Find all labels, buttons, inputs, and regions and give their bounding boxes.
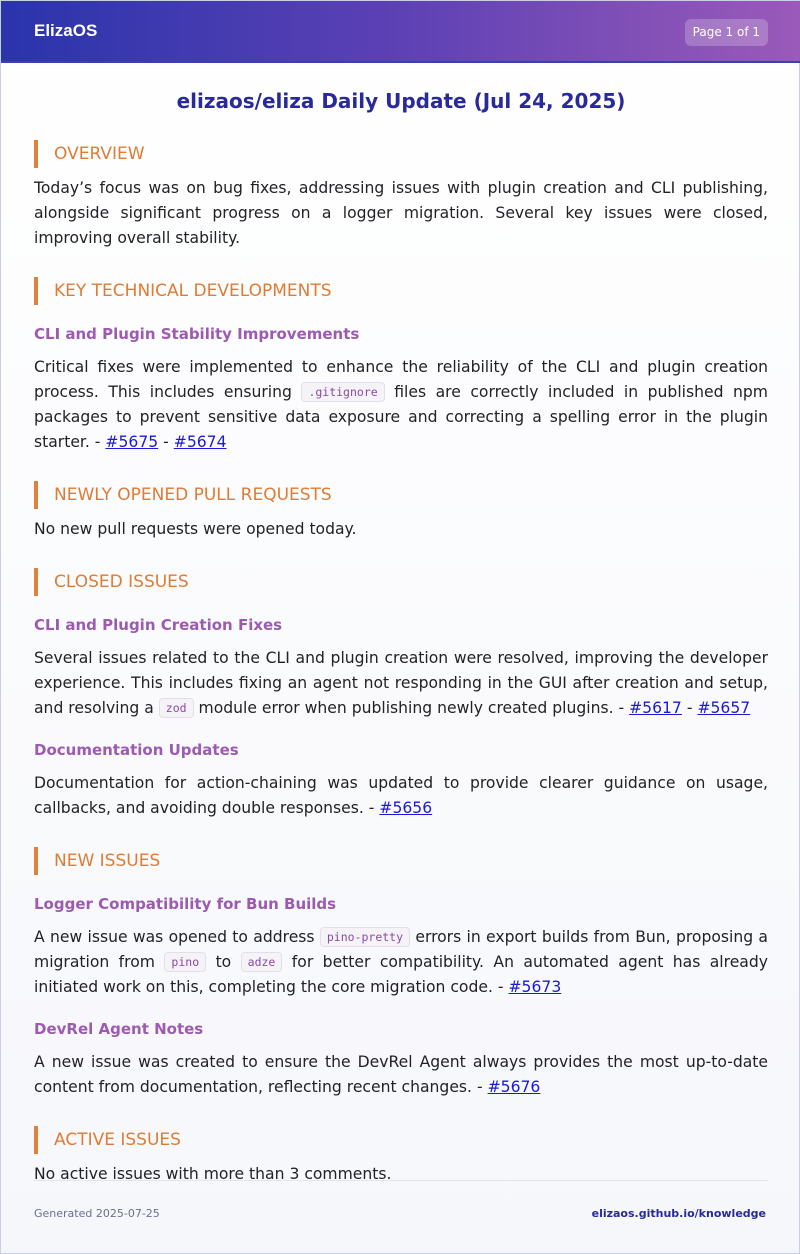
logger-text-2: errors in export builds from Bun, proposing a migration from — [34, 928, 768, 971]
section-heading-key-developments: KEY TECHNICAL DEVELOPMENTS — [34, 277, 768, 305]
subheading-devrel-agent-notes: DevRel Agent Notes — [34, 1020, 204, 1038]
section-heading-overview: OVERVIEW — [34, 140, 768, 168]
header-bar — [1, 1, 800, 63]
logger-text-4: for better compatibility. An automated agent has already initiated work on this, completing the core migration code. - — [34, 953, 768, 996]
docs-updates-paragraph — [34, 771, 768, 821]
devrel-paragraph — [34, 1050, 768, 1100]
code-pino: pino — [164, 952, 206, 972]
closed-fixes-text-1: Several issues related to the CLI and plugin creation were resolved, improving the developer experience. This includes fixing an agent not responding in the GUI after creation and setup, and resolving a — [34, 649, 768, 717]
issue-link-5617[interactable]: #5617 — [629, 699, 682, 717]
issue-link-5673[interactable]: #5673 — [508, 978, 562, 996]
subheading-cli-plugin-stability: CLI and Plugin Stability Improvements — [34, 325, 360, 343]
key-dev-paragraph — [34, 355, 768, 455]
subheading-logger-compatibility: Logger Compatibility for Bun Builds — [34, 895, 337, 913]
closed-fixes-text-2: module error when publishing newly created plugins. - — [198, 699, 625, 717]
footer-site-link[interactable]: elizaos.github.io/knowledge — [591, 1207, 766, 1220]
logger-text-1: A new issue was opened to address — [34, 928, 315, 946]
issue-link-5657[interactable]: #5657 — [697, 699, 751, 717]
issue-link-5675[interactable]: #5675 — [105, 433, 159, 451]
active-issues-paragraph: No active issues with more than 3 comments. — [34, 1165, 392, 1183]
logger-paragraph — [34, 925, 768, 1000]
devrel-text: A new issue was created to ensure the DevRel Agent always provides the most up-to-date content from documentation, reflecting recent changes. - — [34, 1053, 768, 1096]
brand-logo-text: ElizaOS — [34, 21, 98, 40]
section-heading-closed-issues: CLOSED ISSUES — [34, 568, 768, 596]
overview-paragraph: Today’s focus was on bug fixes, addressing issues with plugin creation and CLI publishing, alongside significant progress on a logger migration. Several key issues were closed, improving overall stability. — [34, 179, 768, 247]
link-separator: - — [163, 433, 169, 451]
new-prs-paragraph: No new pull requests were opened today. — [34, 520, 357, 538]
logger-text-3: to — [215, 953, 232, 971]
issue-link-5674[interactable]: #5674 — [173, 433, 227, 451]
subheading-documentation-updates: Documentation Updates — [34, 741, 239, 759]
footer-generated-date: Generated 2025-07-25 — [34, 1207, 160, 1220]
docs-updates-text: Documentation for action-chaining was updated to provide clearer guidance on usage, callbacks, and avoiding double responses. - — [34, 774, 768, 817]
code-gitignore: .gitignore — [301, 382, 384, 402]
code-zod: zod — [159, 698, 194, 718]
report-content — [34, 140, 768, 1187]
page-title: elizaos/eliza Daily Update (Jul 24, 2025) — [176, 89, 626, 113]
page-indicator-badge: Page 1 of 1 — [685, 19, 768, 46]
section-heading-new-issues: NEW ISSUES — [34, 847, 768, 875]
code-pino-pretty: pino-pretty — [320, 927, 410, 947]
key-dev-text-2: files are correctly included in published npm packages to prevent sensitive data exposure and correcting a spelling error in the plugin starter. - — [34, 383, 768, 451]
issue-link-5656[interactable]: #5656 — [379, 799, 433, 817]
closed-fixes-paragraph — [34, 646, 768, 721]
issue-link-5676[interactable]: #5676 — [487, 1078, 541, 1096]
link-separator: - — [686, 699, 693, 717]
subheading-cli-plugin-fixes: CLI and Plugin Creation Fixes — [34, 616, 283, 634]
code-adze: adze — [241, 952, 283, 972]
key-dev-text-1: Critical fixes were implemented to enhance the reliability of the CLI and plugin creation process. This includes ensuring — [34, 358, 768, 401]
footer-divider — [34, 1180, 768, 1181]
section-heading-new-prs: NEWLY OPENED PULL REQUESTS — [34, 481, 768, 509]
section-heading-active-issues: ACTIVE ISSUES — [34, 1126, 768, 1154]
